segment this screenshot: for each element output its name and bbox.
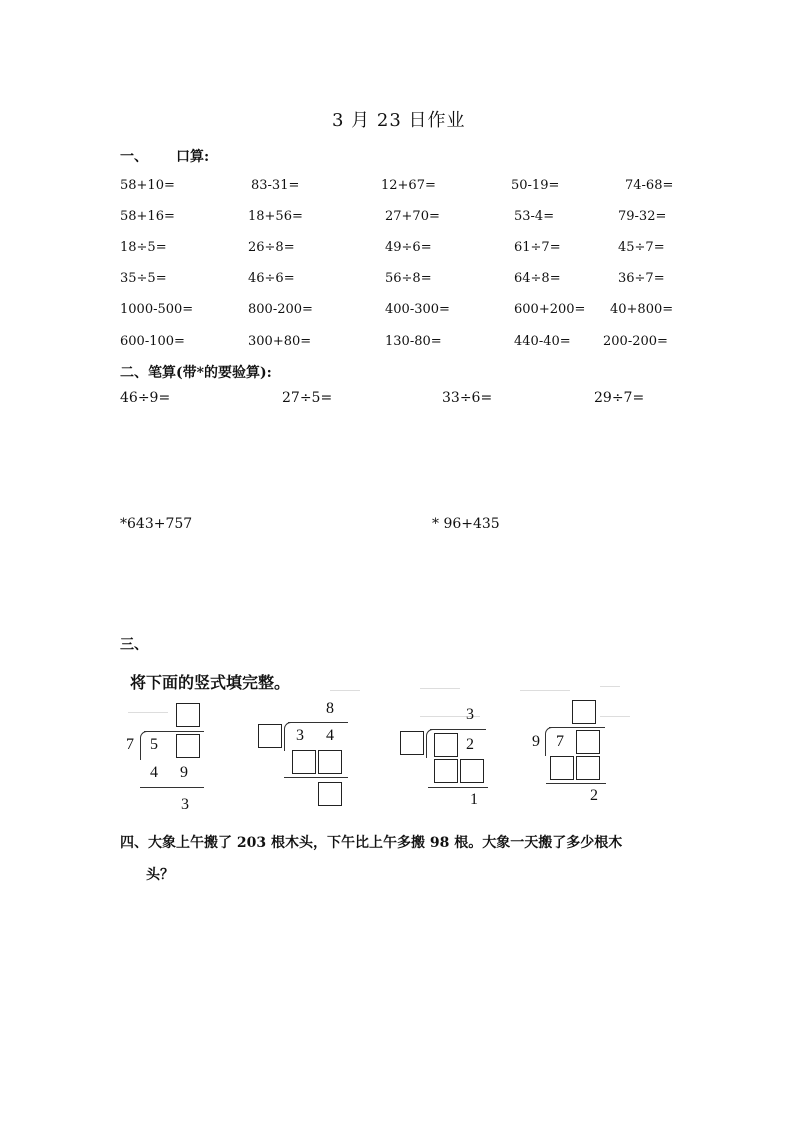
division-bar	[144, 731, 204, 732]
blank-box-product[interactable]	[318, 750, 342, 774]
blank-box-product[interactable]	[292, 750, 316, 774]
dividend-digit: 3	[296, 727, 304, 744]
blank-box-dividend[interactable]	[576, 730, 600, 754]
division-bar	[288, 722, 348, 723]
section3-label: 三、	[120, 637, 148, 653]
blank-box-dividend[interactable]	[176, 734, 200, 758]
oral-calc-item: 40+800=	[610, 302, 674, 317]
division-bar	[430, 729, 486, 730]
quotient-digit: 3	[466, 706, 474, 723]
subtraction-line	[428, 787, 488, 788]
product-digit: 4	[150, 764, 158, 781]
subtraction-line	[140, 787, 204, 788]
product-digit: 9	[180, 764, 188, 781]
written-calc-6: * 96+435	[432, 516, 500, 532]
oral-calc-item: 64÷8=	[514, 271, 561, 286]
oral-calc-item: 35÷5=	[120, 271, 167, 286]
section3-instruction: 将下面的竖式填完整。	[130, 673, 291, 692]
division-bracket	[426, 729, 433, 758]
scan-speck	[600, 686, 620, 687]
oral-calc-item: 12+67=	[381, 178, 436, 193]
division-bracket	[140, 731, 147, 760]
oral-calc-item: 36÷7=	[618, 271, 665, 286]
dividend-digit: 2	[466, 736, 474, 753]
blank-box-product[interactable]	[576, 756, 600, 780]
oral-calc-item: 58+16=	[120, 209, 175, 224]
oral-calc-item: 1000-500=	[120, 302, 194, 317]
oral-calc-item: 50-19=	[511, 178, 560, 193]
blank-box-product[interactable]	[460, 759, 484, 783]
dividend-digit: 4	[326, 727, 334, 744]
division-bracket	[284, 722, 291, 751]
oral-calc-item: 130-80=	[385, 334, 442, 349]
oral-calc-item: 45÷7=	[618, 240, 665, 255]
blank-box-quotient[interactable]	[572, 700, 596, 724]
blank-box-quotient[interactable]	[176, 703, 200, 727]
oral-calc-item: 53-4=	[514, 209, 555, 224]
dividend-digit: 5	[150, 736, 158, 753]
oral-calc-item: 74-68=	[625, 178, 674, 193]
remainder-digit: 2	[590, 787, 598, 804]
oral-calc-item: 600-100=	[120, 334, 185, 349]
division-bracket	[545, 727, 552, 756]
written-calc-4: 29÷7=	[594, 390, 645, 406]
scan-speck	[420, 688, 460, 689]
blank-box-divisor[interactable]	[400, 731, 424, 755]
section2-label: 二、笔算(带*的要验算):	[120, 365, 272, 381]
oral-calc-item: 49÷6=	[385, 240, 432, 255]
oral-calc-item: 600+200=	[514, 302, 586, 317]
divisor-digit: 9	[532, 733, 540, 750]
blank-box-product[interactable]	[434, 759, 458, 783]
word-problem-line1: 四、大象上午搬了 203 根木头，下午比上午多搬 98 根。大象一天搬了多少根木	[120, 835, 623, 851]
oral-calc-item: 56÷8=	[385, 271, 432, 286]
oral-calc-item: 61÷7=	[514, 240, 561, 255]
oral-calc-item: 400-300=	[385, 302, 450, 317]
divisor-digit: 7	[126, 736, 134, 753]
oral-calc-item: 79-32=	[618, 209, 667, 224]
remainder-digit: 3	[181, 796, 189, 813]
oral-calc-item: 83-31=	[251, 178, 300, 193]
scan-speck	[520, 690, 570, 691]
subtraction-line	[546, 783, 606, 784]
oral-calc-item: 200-200=	[603, 334, 668, 349]
written-calc-2: 27÷5=	[282, 390, 333, 406]
blank-box-remainder[interactable]	[318, 782, 342, 806]
word-problem-line2: 头？	[146, 867, 174, 883]
oral-calc-item: 58+10=	[120, 178, 175, 193]
oral-calc-item: 26÷8=	[248, 240, 295, 255]
scan-speck	[330, 690, 360, 691]
oral-calc-item: 440-40=	[514, 334, 571, 349]
written-calc-3: 33÷6=	[442, 390, 493, 406]
section1-label: 一、	[120, 149, 148, 165]
oral-calc-item: 18+56=	[248, 209, 303, 224]
scan-speck	[128, 712, 168, 713]
written-calc-5: *643+757	[120, 516, 193, 532]
division-bar	[549, 727, 605, 728]
oral-calc-item: 800-200=	[248, 302, 313, 317]
blank-box-product[interactable]	[550, 756, 574, 780]
written-calc-1: 46÷9=	[120, 390, 171, 406]
remainder-digit: 1	[470, 791, 478, 808]
blank-box-dividend[interactable]	[434, 733, 458, 757]
subtraction-line	[284, 777, 348, 778]
oral-calc-item: 46÷6=	[248, 271, 295, 286]
oral-calc-item: 27+70=	[385, 209, 440, 224]
page-title: 3 月 23 日作业	[332, 110, 466, 131]
scan-speck	[600, 716, 630, 717]
oral-calc-item: 18÷5=	[120, 240, 167, 255]
quotient-digit: 8	[326, 700, 334, 717]
dividend-digit: 7	[556, 733, 564, 750]
blank-box-divisor[interactable]	[258, 724, 282, 748]
section1-name: 口算:	[176, 149, 210, 165]
oral-calc-item: 300+80=	[248, 334, 312, 349]
